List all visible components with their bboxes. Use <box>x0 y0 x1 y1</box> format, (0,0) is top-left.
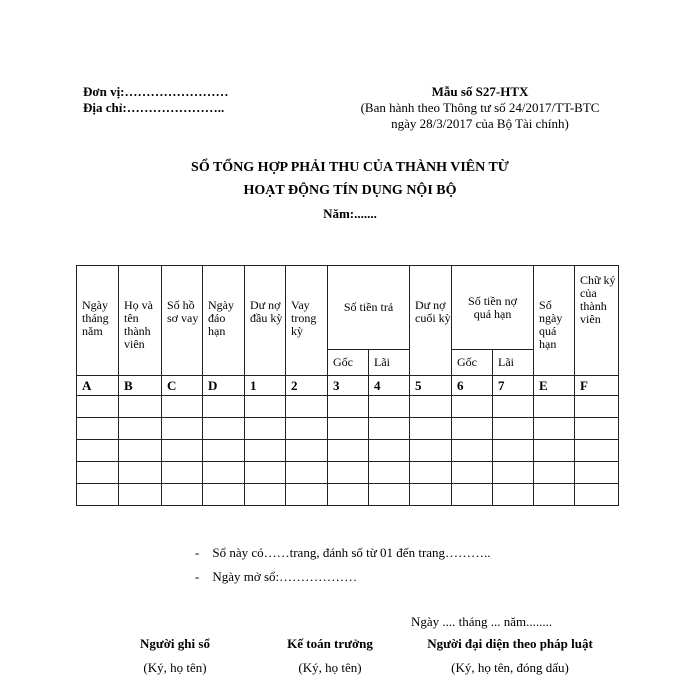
table-cell <box>452 462 493 484</box>
table-cell <box>77 484 119 506</box>
table-cell <box>493 484 534 506</box>
table-cell <box>452 484 493 506</box>
header-member-signature: Chữ ký của thành viên <box>575 266 619 376</box>
table-cell <box>410 440 452 462</box>
column-code: F <box>575 376 619 396</box>
issued-line-2: ngày 28/3/2017 của Bộ Tài chính) <box>391 116 569 131</box>
header-overdue: Số tiền nợ quá hạn <box>452 266 534 350</box>
recorder-hint: (Ký, họ tên) <box>143 660 207 675</box>
table-cell <box>245 462 286 484</box>
table-cell <box>575 484 619 506</box>
column-code: 1 <box>245 376 286 396</box>
table-row <box>77 418 619 440</box>
header-days-overdue: Số ngày quá hạn <box>534 266 575 376</box>
table-cell <box>286 440 328 462</box>
table-cell <box>534 484 575 506</box>
representative-title: Người đại diện theo pháp luật <box>427 636 593 651</box>
header-repaid-interest: Lãi <box>369 350 410 376</box>
header-repaid-principal: Gốc <box>328 350 369 376</box>
header-overdue-interest: Lãi <box>493 350 534 376</box>
table-cell <box>77 396 119 418</box>
table-cell <box>245 396 286 418</box>
column-code: 2 <box>286 376 328 396</box>
column-code: 6 <box>452 376 493 396</box>
header-repaid: Số tiền trả <box>328 266 410 350</box>
bullet-dash: - <box>195 569 213 584</box>
table-cell <box>162 484 203 506</box>
opened-note-text: Ngày mở sổ:……………… <box>212 569 358 584</box>
table-cell <box>328 418 369 440</box>
pages-note-text: Sổ này có……trang, đánh số từ 01 đến trang……….. <box>212 545 491 560</box>
table-cell <box>203 418 245 440</box>
table-cell <box>410 396 452 418</box>
table-cell <box>203 396 245 418</box>
column-code: 7 <box>493 376 534 396</box>
table-row <box>77 462 619 484</box>
header-opening-balance: Dư nợ đầu kỳ <box>245 266 286 376</box>
table-cell <box>162 462 203 484</box>
table-cell <box>369 440 410 462</box>
table-cell <box>534 462 575 484</box>
table-cell <box>328 440 369 462</box>
table-cell <box>452 418 493 440</box>
table-cell <box>328 396 369 418</box>
table-cell <box>410 418 452 440</box>
header-overdue-principal: Gốc <box>452 350 493 376</box>
ledger-table <box>76 265 619 506</box>
form-code: Mẫu số S27-HTX <box>431 84 529 99</box>
opened-note <box>195 569 357 585</box>
table-cell <box>575 440 619 462</box>
table-cell <box>77 462 119 484</box>
table-cell <box>203 484 245 506</box>
unit-label: Đơn vị:…………………… <box>83 84 229 99</box>
table-row <box>77 484 619 506</box>
table-cell <box>286 462 328 484</box>
column-code: 5 <box>410 376 452 396</box>
table-cell <box>245 484 286 506</box>
column-code: 4 <box>369 376 410 396</box>
table-cell <box>369 462 410 484</box>
table-cell <box>575 396 619 418</box>
column-code: E <box>534 376 575 396</box>
header-due-date: Ngày đáo hạn <box>203 266 245 376</box>
column-code: C <box>162 376 203 396</box>
table-cell <box>493 418 534 440</box>
column-code: A <box>77 376 119 396</box>
table-cell <box>77 418 119 440</box>
table-cell <box>119 484 162 506</box>
header-member-name: Họ và tên thành viên <box>119 266 162 376</box>
document-title-line-2: HOẠT ĐỘNG TÍN DỤNG NỘI BỘ <box>243 183 457 198</box>
accountant-hint: (Ký, họ tên) <box>298 660 362 675</box>
document-title-line-1: SỔ TỔNG HỢP PHẢI THU CỦA THÀNH VIÊN TỪ <box>191 160 509 175</box>
header-date: Ngày tháng năm <box>77 266 119 376</box>
table-cell <box>286 484 328 506</box>
table-cell <box>162 440 203 462</box>
representative-hint: (Ký, họ tên, đóng dấu) <box>451 660 569 675</box>
entry-rows <box>77 396 619 506</box>
table-cell <box>452 440 493 462</box>
table-cell <box>369 396 410 418</box>
column-code-row <box>77 376 619 396</box>
table-cell <box>369 484 410 506</box>
table-row <box>77 396 619 418</box>
column-code: 3 <box>328 376 369 396</box>
table-cell <box>452 396 493 418</box>
accountant-title: Kế toán trưởng <box>287 636 373 651</box>
table-cell <box>119 418 162 440</box>
header-borrowed: Vay trong kỳ <box>286 266 328 376</box>
year-label: Năm:....... <box>323 206 377 221</box>
table-cell <box>203 440 245 462</box>
table-cell <box>534 440 575 462</box>
table-row <box>77 440 619 462</box>
table-cell <box>534 418 575 440</box>
table-cell <box>410 484 452 506</box>
table-cell <box>328 462 369 484</box>
pages-note <box>195 545 491 561</box>
header-file-number: Số hồ sơ vay <box>162 266 203 376</box>
table-cell <box>410 462 452 484</box>
header-closing-balance: Dư nợ cuối kỳ <box>410 266 452 376</box>
recorder-title: Người ghi sổ <box>140 636 210 651</box>
table-cell <box>534 396 575 418</box>
table-cell <box>286 396 328 418</box>
table-cell <box>493 440 534 462</box>
table-cell <box>493 462 534 484</box>
table-cell <box>245 440 286 462</box>
table-cell <box>369 418 410 440</box>
table-cell <box>286 418 328 440</box>
table-cell <box>203 462 245 484</box>
issued-line-1: (Ban hành theo Thông tư số 24/2017/TT-BTC <box>360 100 600 115</box>
column-code: B <box>119 376 162 396</box>
table-cell <box>575 418 619 440</box>
table-cell <box>328 484 369 506</box>
table-cell <box>119 462 162 484</box>
address-label: Địa chỉ:………………….. <box>83 100 225 115</box>
table-cell <box>162 396 203 418</box>
table-cell <box>77 440 119 462</box>
table-cell <box>119 440 162 462</box>
table-cell <box>119 396 162 418</box>
table-cell <box>575 462 619 484</box>
table-cell <box>162 418 203 440</box>
signature-date-line: Ngày .... tháng ... năm........ <box>411 614 553 629</box>
table-cell <box>245 418 286 440</box>
table-cell <box>493 396 534 418</box>
bullet-dash: - <box>195 545 213 560</box>
column-code: D <box>203 376 245 396</box>
